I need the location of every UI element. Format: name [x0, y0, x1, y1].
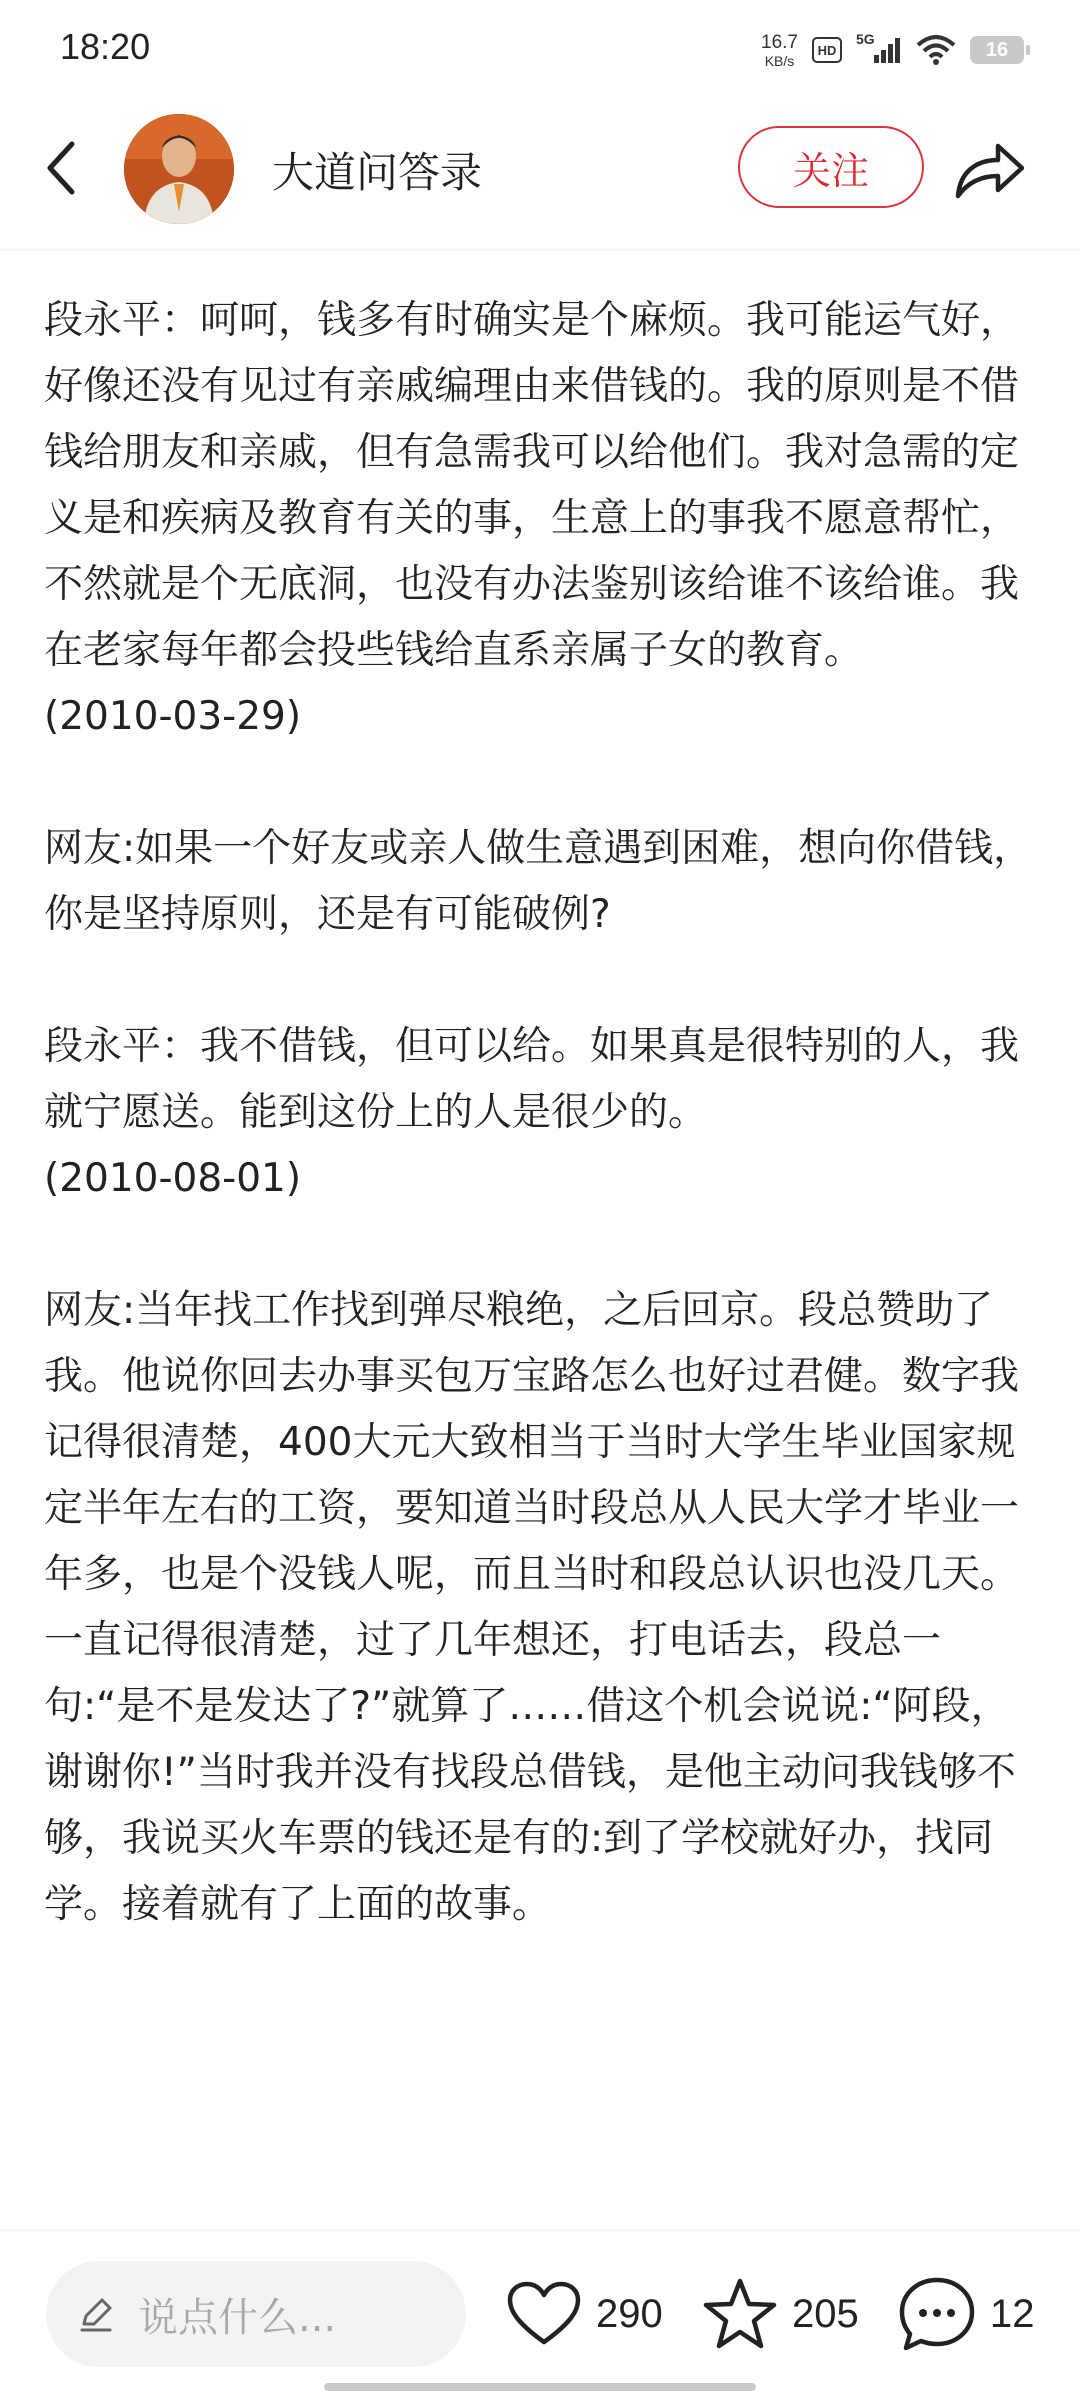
network-speed-value: 16.7	[761, 31, 798, 53]
signal-icon	[856, 31, 902, 65]
wifi-icon	[916, 35, 956, 65]
bottom-action-bar	[0, 2230, 1080, 2400]
chat-bubble-icon	[898, 2276, 976, 2352]
comment-count: 12	[990, 2291, 1035, 2336]
favorite-button[interactable]	[702, 2269, 859, 2359]
network-speed-unit: KB/s	[764, 52, 795, 69]
status-icons	[761, 28, 1024, 72]
comment-input[interactable]	[46, 2261, 466, 2367]
heart-icon	[506, 2280, 582, 2348]
status-bar	[0, 0, 1080, 100]
star-icon	[702, 2277, 778, 2351]
share-arrow-icon	[954, 138, 1026, 200]
top-nav-bar	[0, 100, 1080, 250]
paragraph-text: 段永平：我不借钱，但可以给。如果真是很特别的人，我就宁愿送。能到这份上的人是很少的。	[44, 1024, 1020, 1135]
favorite-count: 205	[792, 2291, 859, 2336]
back-button[interactable]	[30, 136, 94, 200]
share-button[interactable]	[950, 134, 1030, 204]
paragraph-date: (2010-03-29)	[44, 694, 302, 739]
paragraph-date: (2010-08-01)	[44, 1156, 302, 1201]
like-button[interactable]	[506, 2269, 663, 2359]
signal-label: 5G	[856, 31, 875, 47]
network-speed	[761, 33, 798, 68]
hd-icon: HD	[812, 37, 842, 63]
battery-icon: 16	[970, 36, 1024, 64]
author-name[interactable]: 大道问答录	[272, 148, 483, 197]
back-arrow-icon	[42, 138, 82, 198]
author-avatar[interactable]	[124, 114, 234, 224]
article-paragraph	[44, 288, 1040, 750]
article-paragraph	[44, 1014, 1040, 1212]
like-count: 290	[596, 2291, 663, 2336]
follow-button[interactable]: 关注	[738, 126, 924, 208]
home-indicator[interactable]	[324, 2383, 756, 2391]
article-paragraph	[44, 1278, 1040, 1938]
comment-button[interactable]	[898, 2269, 1035, 2359]
paragraph-text: 网友:如果一个好友或亲人做生意遇到困难，想向你借钱，你是坚持原则，还是有可能破例?	[44, 826, 1033, 937]
article-paragraph	[44, 816, 1040, 948]
pencil-icon	[76, 2294, 116, 2334]
article-body	[44, 288, 1040, 2004]
status-time: 18:20	[60, 26, 151, 67]
paragraph-text: 网友:当年找工作找到弹尽粮绝，之后回京。段总赞助了我。他说你回去办事买包万宝路怎么也好过君健。数字我记得很清楚，400大元大致相当于当时大学生毕业国家规定半年左右的工资，要知道当时段总从人民大学才毕业一年多，也是个没钱人呢，而且当时和段总认识也没几天。一直记得很清楚，过了几年想还，打电话去，段总一句:“是不是发达了?”就算了……借这个机会说说:“阿段，谢谢你!”当时我并没有找段总借钱，是他主动问我钱够不够，我说买火车票的钱还是有的:到了学校就好办，找同学。接着就有了上面的故事。	[44, 1288, 1020, 1927]
comment-placeholder: 说点什么...	[138, 2294, 337, 2341]
paragraph-text: 段永平：呵呵，钱多有时确实是个麻烦。我可能运气好，好像还没有见过有亲戚编理由来借钱的。我的原则是不借钱给朋友和亲戚，但有急需我可以给他们。我对急需的定义是和疾病及教育有关的事，生意上的事我不愿意帮忙，不然就是个无底洞，也没有办法鉴别该给谁不该给谁。我在老家每年都会投些钱给直系亲属子女的教育。	[44, 298, 1020, 673]
